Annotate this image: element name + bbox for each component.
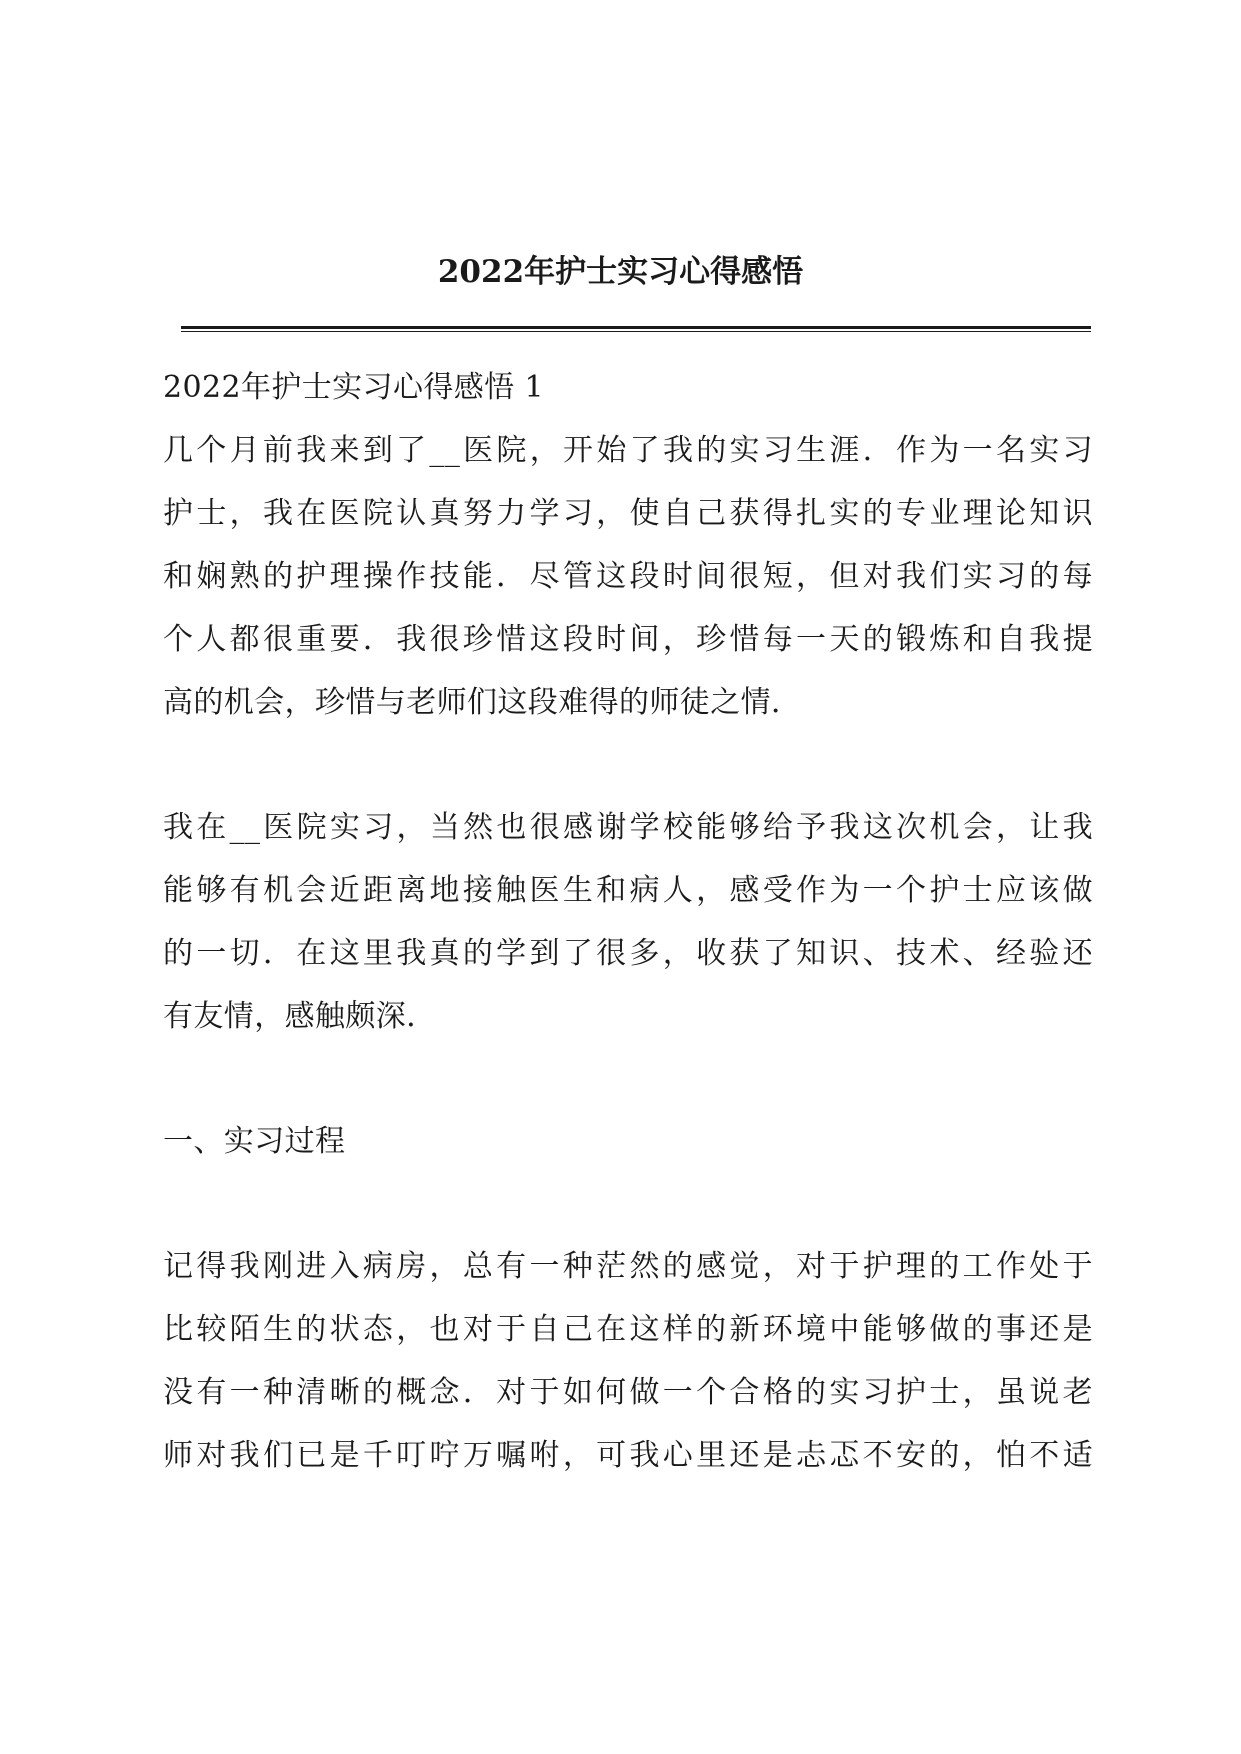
paragraph-line: 师对我们已是千叮咛万嘱咐，可我心里还是忐忑不安的，怕不适 (163, 1438, 1093, 1473)
paragraph-line: 我在__医院实习，当然也很感谢学校能够给予我这次机会，让我 (163, 810, 1093, 845)
paragraph-line: 没有一种清晰的概念．对于如何做一个合格的实习护士，虽说老 (163, 1375, 1093, 1410)
document-title: 2022年护士实习心得感悟 (437, 254, 804, 290)
document-body (163, 356, 1093, 1487)
paragraph-line: 护士，我在医院认真努力学习，使自己获得扎实的专业理论知识 (163, 496, 1093, 531)
section-title: 一、实习过程 (163, 1124, 346, 1159)
paragraph-line: 记得我刚进入病房，总有一种茫然的感觉，对于护理的工作处于 (163, 1249, 1093, 1284)
paragraph-gap (163, 734, 1093, 796)
paragraph-line: 能够有机会近距离地接触医生和病人，感受作为一个护士应该做 (163, 873, 1093, 908)
paragraph-line: 的一切．在这里我真的学到了很多，收获了知识、技术、经验还 (163, 936, 1093, 971)
paragraph-line: 和娴熟的护理操作技能．尽管这段时间很短，但对我们实习的每 (163, 559, 1093, 594)
paragraph-line: 有友情，感触颇深． (163, 999, 437, 1034)
paragraph-gap (163, 1048, 1093, 1110)
section-heading: 2022年护士实习心得感悟 1 (163, 370, 544, 405)
paragraph-line: 几个月前我来到了__医院，开始了我的实习生涯．作为一名实习 (163, 433, 1093, 468)
paragraph-line: 个人都很重要．我很珍惜这段时间，珍惜每一天的锻炼和自我提 (163, 622, 1093, 657)
paragraph-line: 比较陌生的状态，也对于自己在这样的新环境中能够做的事还是 (163, 1312, 1093, 1347)
paragraph-gap (163, 1173, 1093, 1235)
paragraph-line: 高的机会，珍惜与老师们这段难得的师徒之情． (163, 685, 802, 720)
title-double-rule (181, 326, 1091, 332)
